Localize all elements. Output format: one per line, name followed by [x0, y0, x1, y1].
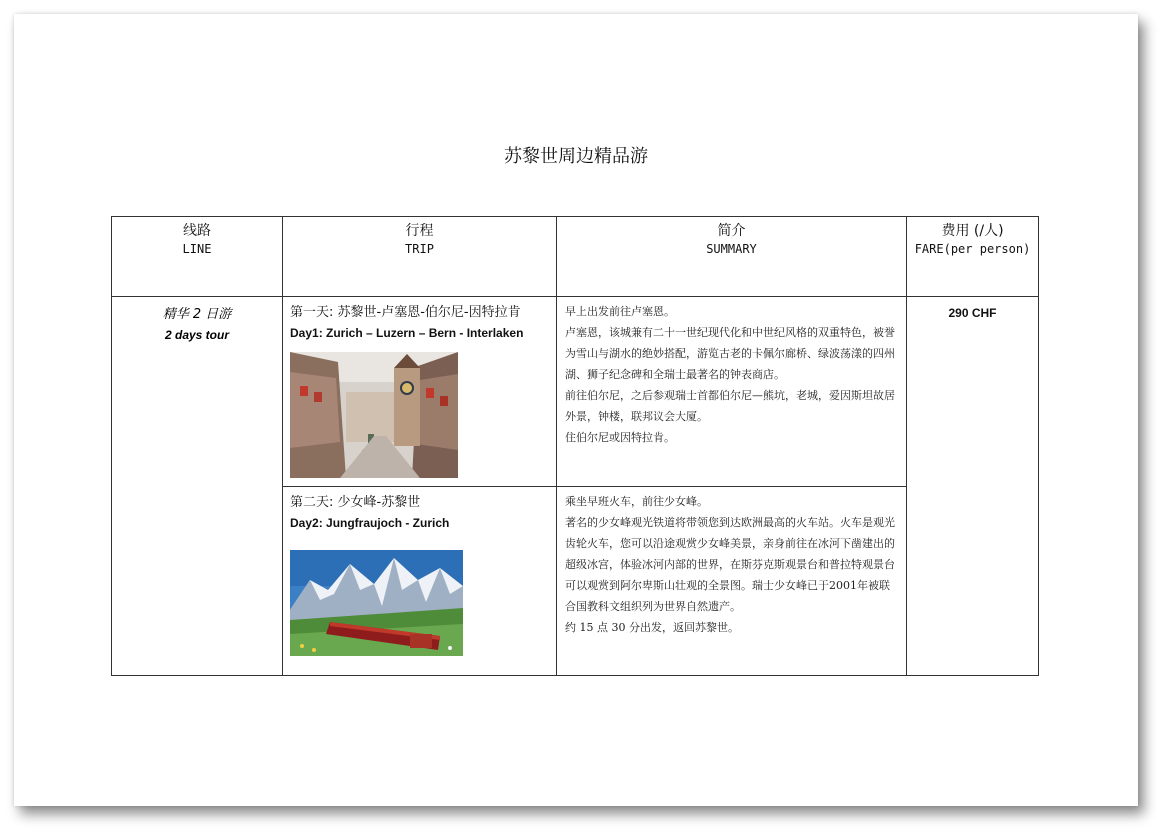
day1-title-en: Day1: Zurich – Luzern – Bern - Interlaken [290, 326, 524, 340]
day2-title-en: Day2: Jungfraujoch - Zurich [290, 516, 450, 530]
tour-table [111, 216, 1039, 676]
header-line-zh: 线路 [183, 223, 211, 239]
header-fare-en: FARE(per person) [914, 242, 1031, 256]
fare-value: 290 CHF [948, 306, 997, 320]
header-line [112, 217, 283, 297]
day1-summary-p3: 前往伯尔尼，之后参观瑞士首都伯尔尼—熊坑，老城，爱因斯坦故居外景，钟楼，联邦议会大厦。 [565, 389, 895, 423]
tour-name-en: 2 days tour [164, 328, 230, 342]
day2-title-zh: 第二天: 少女峰-苏黎世 [290, 495, 421, 510]
header-line-en: LINE [182, 242, 212, 256]
day1-summary-p1: 早上出发前往卢塞恩。 [565, 305, 675, 318]
page-title: 苏黎世周边精品游 [504, 146, 648, 167]
day1-title-zh: 第一天: 苏黎世-卢塞恩-伯尔尼-因特拉肯 [290, 305, 521, 320]
header-summary [557, 217, 907, 297]
header-trip [283, 217, 557, 297]
jungfrau-mountain-train-photo [290, 550, 463, 656]
day1-trip-cell [283, 297, 557, 487]
day2-summary-cell [557, 487, 907, 676]
table-row [112, 297, 1039, 487]
day2-summary-p2: 著名的少女峰观光铁道将带领您到达欧洲最高的火车站。火车是观光齿轮火车，您可以沿途观赏少女峰美景，亲身前往在冰河下凿建出的超级冰宫，体验冰河内部的世界，在斯芬克斯观景台和普拉特观景台可以观赏到阿尔卑斯山壮观的全景图。瑞士少女峰已于2001年被联合国教科文组织列为世界自然遗产。 [565, 516, 895, 613]
header-fare-zh: 费用 (/人) [941, 223, 1004, 239]
fare-cell [907, 297, 1039, 676]
tour-name-zh: 精华 2 日游 [162, 307, 232, 322]
day2-summary-p1: 乘坐早班火车，前往少女峰。 [565, 495, 708, 508]
header-summary-en: SUMMARY [706, 242, 757, 256]
header-summary-zh: 简介 [717, 223, 746, 239]
header-trip-zh: 行程 [405, 223, 434, 239]
header-fare [907, 217, 1039, 297]
day2-summary-p3: 约 15 点 30 分出发，返回苏黎世。 [565, 621, 739, 634]
day1-summary-p2: 卢塞恩，该城兼有二十一世纪现代化和中世纪风格的双重特色，被誉为雪山与湖水的绝妙搭配，游览古老的卡佩尔廊桥、绿波荡漾的四州湖、狮子纪念碑和全瑞士最著名的钟表商店。 [565, 326, 895, 381]
day2-trip-cell [283, 487, 557, 676]
bern-old-town-clock-tower-photo [290, 352, 458, 478]
header-trip-en: TRIP [405, 242, 434, 256]
document-page [14, 14, 1138, 806]
header-row [112, 217, 1039, 297]
tour-name-cell [112, 297, 283, 676]
day1-summary-cell [557, 297, 907, 487]
day1-summary-p4: 住伯尔尼或因特拉肯。 [565, 431, 675, 444]
